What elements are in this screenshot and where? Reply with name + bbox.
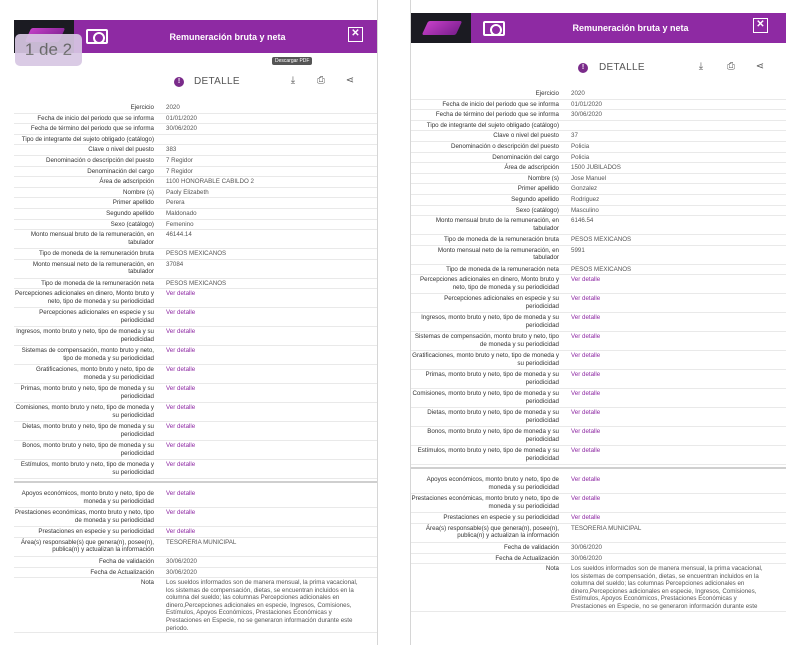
table-row — [411, 408, 786, 427]
table-row — [14, 230, 377, 249]
ver-detalle-link[interactable]: Ver detalle — [166, 490, 196, 498]
table-row — [411, 142, 786, 153]
field-label: Bonos, monto bruto y neto, tipo de moneda y su periodicidad — [22, 442, 154, 457]
ver-detalle-link[interactable]: Ver detalle — [571, 495, 601, 503]
table-row — [411, 275, 786, 294]
field-value: PESOS MEXICANOS — [571, 265, 632, 273]
field-label: Comisiones, monto bruto y neto, tipo de moneda y su periodicidad — [412, 390, 559, 405]
download-tooltip: Descargar PDF — [272, 57, 312, 65]
field-label: Fecha de validación — [503, 543, 559, 551]
table-row — [411, 121, 786, 132]
table-row — [14, 308, 377, 327]
table-row — [14, 441, 377, 460]
field-label: Denominación o descripción del puesto — [45, 156, 154, 164]
ver-detalle-link[interactable]: Ver detalle — [166, 528, 196, 536]
field-label: Sistemas de compensación, monto bruto y neto, tipo de moneda y su periodicidad — [414, 333, 559, 348]
field-label: Fecha de Actualización — [495, 554, 559, 562]
ver-detalle-link[interactable]: Ver detalle — [571, 314, 601, 322]
field-label: Tipo de moneda de la remuneración bruta — [444, 236, 559, 244]
ver-detalle-link[interactable]: Ver detalle — [571, 390, 601, 398]
table-row — [14, 578, 377, 633]
table-row — [411, 294, 786, 313]
detail-table-continued — [14, 489, 377, 633]
field-value: 1100 HONORABLE CABILDO 2 — [166, 178, 254, 186]
ver-detalle-link[interactable]: Ver detalle — [166, 404, 196, 412]
field-label: Fecha de Actualización — [90, 568, 154, 576]
field-label: Monto mensual neto de la remuneración, en tabulador — [437, 246, 559, 262]
field-value: Policia — [571, 153, 590, 161]
field-label: Estímulos, monto bruto y neto, tipo de moneda y su periodicidad — [417, 447, 559, 462]
money-icon — [483, 21, 505, 36]
right-record-panel — [410, 0, 786, 645]
table-row — [14, 365, 377, 384]
share-icon[interactable]: ⋖ — [345, 75, 355, 86]
field-value: 6146.54 — [571, 217, 594, 225]
table-row — [14, 220, 377, 231]
field-label: Dietas, monto bruto y neto, tipo de moneda y su periodicidad — [427, 409, 559, 424]
table-row — [411, 100, 786, 111]
table-row — [411, 195, 786, 206]
field-value: PESOS MEXICANOS — [166, 279, 227, 287]
table-row — [411, 174, 786, 185]
field-value — [571, 121, 771, 131]
table-row — [14, 167, 377, 178]
table-row — [411, 89, 786, 100]
field-value: TESORERIA MUNICIPAL — [571, 524, 642, 532]
detail-toolbar — [14, 58, 377, 99]
table-row — [14, 249, 377, 260]
detail-table — [411, 89, 786, 465]
table-row — [14, 527, 377, 538]
table-row — [411, 235, 786, 246]
field-value: 37084 — [166, 260, 184, 268]
field-label: Percepciones adicionales en dinero, Monto bruto y neto, tipo de moneda y su periodicidad — [15, 290, 154, 305]
detail-label: DETALLE — [599, 62, 645, 73]
table-row — [14, 114, 377, 125]
field-label: Prestaciones económicas, monto bruto y neto, tipo de moneda y su periodicidad — [15, 509, 154, 524]
table-row — [14, 209, 377, 220]
table-row — [411, 513, 786, 524]
field-value: 30/06/2020 — [571, 111, 602, 119]
ver-detalle-link[interactable]: Ver detalle — [166, 385, 196, 393]
field-label: Nombre (s) — [528, 174, 559, 182]
field-value — [166, 135, 366, 145]
page-indicator: 1 de 2 — [15, 34, 82, 66]
table-row — [411, 475, 786, 494]
money-icon — [86, 29, 108, 44]
page-seam — [411, 467, 786, 471]
field-label: Prestaciones en especie y su periodicidad — [443, 514, 559, 522]
table-row — [14, 135, 377, 146]
table-row — [14, 198, 377, 209]
table-row — [14, 557, 377, 568]
field-label: Tipo de integrante del sujeto obligado (catálogo) — [21, 135, 154, 143]
table-row — [411, 494, 786, 513]
table-row — [411, 524, 786, 543]
table-row — [411, 370, 786, 389]
table-row — [411, 427, 786, 446]
field-label: Área de adscripción — [504, 164, 559, 172]
table-row — [14, 422, 377, 441]
table-row — [14, 538, 377, 557]
field-label: Sistemas de compensación, monto bruto y neto, tipo de moneda y su periodicidad — [21, 347, 154, 362]
ver-detalle-link[interactable]: Ver detalle — [571, 276, 601, 284]
ver-detalle-link[interactable]: Ver detalle — [166, 509, 196, 517]
field-label: Primas, monto bruto y neto, tipo de moneda y su periodicidad — [425, 371, 559, 386]
field-label: Tipo de moneda de la remuneración neta — [41, 279, 154, 287]
table-row — [14, 177, 377, 188]
field-value: 2020 — [571, 90, 585, 97]
ver-detalle-link[interactable]: Ver detalle — [166, 290, 196, 298]
print-icon[interactable]: ⎙ — [727, 61, 735, 72]
field-value: Masculino — [571, 206, 599, 214]
field-value: 5991 — [571, 246, 585, 254]
detail-label: DETALLE — [194, 76, 240, 87]
field-label: Primas, monto bruto y neto, tipo de moneda y su periodicidad — [20, 385, 154, 400]
field-label: Tipo de integrante del sujeto obligado (catálogo) — [426, 121, 559, 129]
table-row — [14, 145, 377, 156]
table-row — [411, 110, 786, 121]
ver-detalle-link[interactable]: Ver detalle — [571, 295, 601, 303]
ver-detalle-link[interactable]: Ver detalle — [166, 347, 196, 355]
field-label: Fecha de término del periodo que se informa — [30, 125, 154, 133]
table-row — [411, 332, 786, 351]
table-row — [411, 389, 786, 408]
field-value: Jose Manuel — [571, 174, 607, 182]
field-label: Denominación o descripción del puesto — [450, 142, 559, 150]
table-row — [14, 460, 377, 479]
close-icon[interactable]: ✕ — [348, 27, 363, 42]
field-label: Percepciones adicionales en especie y su periodicidad — [39, 309, 154, 324]
field-label: Gratificaciones, monto bruto y neto, tipo de moneda y su periodicidad — [36, 366, 154, 381]
field-value: PESOS MEXICANOS — [166, 250, 227, 258]
table-row — [411, 184, 786, 195]
field-label: Área de adscripción — [99, 178, 154, 186]
field-label: Percepciones adicionales en dinero, Monto bruto y neto, tipo de moneda y su periodicidad — [420, 276, 559, 291]
ver-detalle-link[interactable]: Ver detalle — [166, 423, 196, 431]
field-label: Prestaciones en especie y su periodicidad — [38, 528, 154, 536]
field-value: 01/01/2020 — [166, 114, 197, 122]
table-row — [14, 260, 377, 279]
table-row — [411, 313, 786, 332]
field-label: Comisiones, monto bruto y neto, tipo de moneda y su periodicidad — [15, 404, 154, 419]
ver-detalle-link[interactable]: Ver detalle — [571, 514, 601, 522]
ver-detalle-link[interactable]: Ver detalle — [166, 366, 196, 374]
field-label: Monto mensual bruto de la remuneración, en tabulador — [30, 231, 154, 246]
field-label: Monto mensual neto de la remuneración, en tabulador — [32, 260, 154, 276]
info-icon: ! — [174, 77, 184, 87]
table-row — [14, 279, 377, 290]
table-row — [14, 508, 377, 527]
field-value: Perera — [166, 199, 185, 207]
table-row — [14, 403, 377, 422]
field-label: Ingresos, monto bruto y neto, tipo de moneda y su periodicidad — [16, 328, 154, 343]
detail-table-continued — [411, 475, 786, 611]
table-row — [14, 188, 377, 199]
field-label: Fecha de validación — [98, 557, 154, 565]
field-value: Policia — [571, 142, 590, 150]
field-label: Clave o nivel del puesto — [493, 132, 559, 140]
table-row — [411, 446, 786, 465]
field-label: Fecha de término del periodo que se informa — [435, 111, 559, 119]
ver-detalle-link[interactable]: Ver detalle — [571, 447, 601, 455]
field-label: Fecha de inicio del periodo que se informa — [442, 100, 559, 108]
field-label: Nombre (s) — [123, 188, 154, 196]
table-row — [14, 384, 377, 403]
field-label: Sexo (catálogo) — [515, 206, 559, 214]
field-value: Los sueldos informados son de manera mensual, la prima vacacional, los sistemas de compensación, dietas, se encuentran incluidos en la columna del sueldo; las columnas Percepciones adicionales en dinero,Percepciones adicionales en especie, Ingresos, Comisiones, Estímulos, Apoyos Económicos, Prestaciones Económicas y Prestaciones en Especie, no se generaron información durante este periodo. — [166, 579, 358, 632]
field-value: 01/01/2020 — [571, 100, 602, 108]
field-label: Denominación del cargo — [492, 153, 559, 161]
table-row — [14, 346, 377, 365]
field-label: Primer apellido — [112, 199, 154, 207]
field-value: 30/06/2020 — [166, 568, 197, 576]
table-row — [14, 327, 377, 346]
ver-detalle-link[interactable]: Ver detalle — [571, 409, 601, 417]
print-icon[interactable]: ⎙ — [317, 75, 325, 86]
field-value: Rodriguez — [571, 195, 600, 203]
field-value: 2020 — [166, 104, 180, 111]
field-label: Gratificaciones, monto bruto y neto, tipo de moneda y su periodicidad — [412, 352, 559, 367]
field-value: 1500 JUBILADOS — [571, 164, 621, 172]
left-record-panel — [14, 0, 378, 645]
field-value: PESOS MEXICANOS — [571, 236, 632, 244]
table-row — [411, 543, 786, 554]
table-row — [411, 564, 786, 612]
detail-table — [14, 103, 377, 479]
field-label: Sexo (catálogo) — [110, 220, 154, 228]
field-value: Paoly Elizabeth — [166, 188, 209, 196]
table-row — [14, 124, 377, 135]
ver-detalle-link[interactable]: Ver detalle — [166, 328, 196, 336]
ver-detalle-link[interactable]: Ver detalle — [166, 442, 196, 450]
ver-detalle-link[interactable]: Ver detalle — [571, 371, 601, 379]
table-row — [411, 163, 786, 174]
header-banner — [411, 13, 786, 43]
institution-logo — [411, 13, 471, 43]
field-value: Maldonado — [166, 209, 197, 217]
header-title: Remuneración bruta y neta — [169, 31, 286, 42]
field-label: Nota — [545, 565, 559, 573]
table-row — [411, 216, 786, 235]
share-icon[interactable]: ⋖ — [755, 61, 765, 72]
info-icon: ! — [578, 63, 588, 73]
field-value: 46144.14 — [166, 231, 192, 239]
field-value: 30/06/2020 — [571, 543, 602, 551]
close-icon[interactable]: ✕ — [753, 18, 768, 33]
page-seam — [14, 481, 377, 485]
table-row — [411, 351, 786, 370]
field-label: Tipo de moneda de la remuneración bruta — [39, 250, 154, 258]
table-row — [411, 131, 786, 142]
header-title: Remuneración bruta y neta — [572, 23, 689, 33]
table-row — [411, 265, 786, 276]
field-value: 30/06/2020 — [166, 125, 197, 133]
field-label: Segundo apellido — [511, 195, 559, 203]
field-value: Los sueldos informados son de manera mensual, la prima vacacional, los sistemas de compensación, dietas, se encuentran incluidos en la columna del sueldo; las columnas Percepciones adicionales en dinero,Percepciones adicionales en especie, Ingresos, Comisiones, Estímulos, Apoyos Económicos, Prestaciones Económicas y Prestaciones en Especie, no se generaron información durante este — [571, 565, 763, 611]
field-label: Fecha de inicio del periodo que se informa — [37, 114, 154, 122]
field-label: Apoyos económicos, monto bruto y neto, tipo de moneda y su periodicidad — [21, 490, 154, 505]
field-value: Femenino — [166, 220, 194, 228]
field-label: Nota — [140, 579, 154, 587]
field-value: 30/06/2020 — [166, 557, 197, 565]
download-icon[interactable]: ⤓ — [698, 61, 704, 72]
table-row — [14, 156, 377, 167]
field-label: Ejercicio — [535, 90, 559, 97]
ver-detalle-link[interactable]: Ver detalle — [166, 309, 196, 317]
field-label: Dietas, monto bruto y neto, tipo de moneda y su periodicidad — [22, 423, 154, 438]
field-label: Primer apellido — [517, 185, 559, 193]
field-value: TESORERIA MUNICIPAL — [166, 538, 237, 546]
field-label: Prestaciones económicas, monto bruto y neto, tipo de moneda y su periodicidad — [411, 495, 559, 510]
field-label: Clave o nivel del puesto — [88, 146, 154, 154]
ver-detalle-link[interactable]: Ver detalle — [571, 352, 601, 360]
field-value: 7 Regidor — [166, 156, 193, 164]
field-label: Apoyos económicos, monto bruto y neto, tipo de moneda y su periodicidad — [426, 476, 559, 491]
field-label: Denominación del cargo — [87, 167, 154, 175]
table-row — [411, 246, 786, 265]
field-label: Ejercicio — [130, 104, 154, 111]
field-label: Área(s) responsable(s) que genera(n), posee(n), publica(n) y actualizan la información — [425, 524, 559, 540]
ver-detalle-link[interactable]: Ver detalle — [571, 428, 601, 436]
ver-detalle-link[interactable]: Ver detalle — [571, 476, 601, 484]
field-label: Segundo apellido — [106, 209, 154, 217]
table-row — [14, 568, 377, 579]
field-label: Tipo de moneda de la remuneración neta — [446, 265, 559, 273]
field-label: Percepciones adicionales en especie y su periodicidad — [444, 295, 559, 310]
table-row — [14, 103, 377, 114]
field-label: Bonos, monto bruto y neto, tipo de moneda y su periodicidad — [427, 428, 559, 443]
field-value: 383 — [166, 146, 177, 154]
table-row — [411, 554, 786, 565]
field-value: 37 — [571, 132, 578, 140]
ver-detalle-link[interactable]: Ver detalle — [166, 461, 196, 469]
field-label: Estímulos, monto bruto y neto, tipo de moneda y su periodicidad — [20, 461, 154, 476]
table-row — [411, 153, 786, 164]
table-row — [411, 206, 786, 217]
field-value: Gonzalez — [571, 185, 598, 193]
field-value: 7 Regidor — [166, 167, 193, 175]
field-label: Monto mensual bruto de la remuneración, en tabulador — [435, 217, 559, 232]
field-label: Ingresos, monto bruto y neto, tipo de moneda y su periodicidad — [421, 314, 559, 329]
field-value: 30/06/2020 — [571, 554, 602, 562]
table-row — [14, 289, 377, 308]
detail-toolbar — [411, 55, 786, 85]
table-row — [14, 489, 377, 508]
ver-detalle-link[interactable]: Ver detalle — [571, 333, 601, 341]
download-icon[interactable]: ⤓ — [290, 75, 296, 86]
field-label: Área(s) responsable(s) que genera(n), posee(n), publica(n) y actualizan la información — [20, 538, 154, 554]
